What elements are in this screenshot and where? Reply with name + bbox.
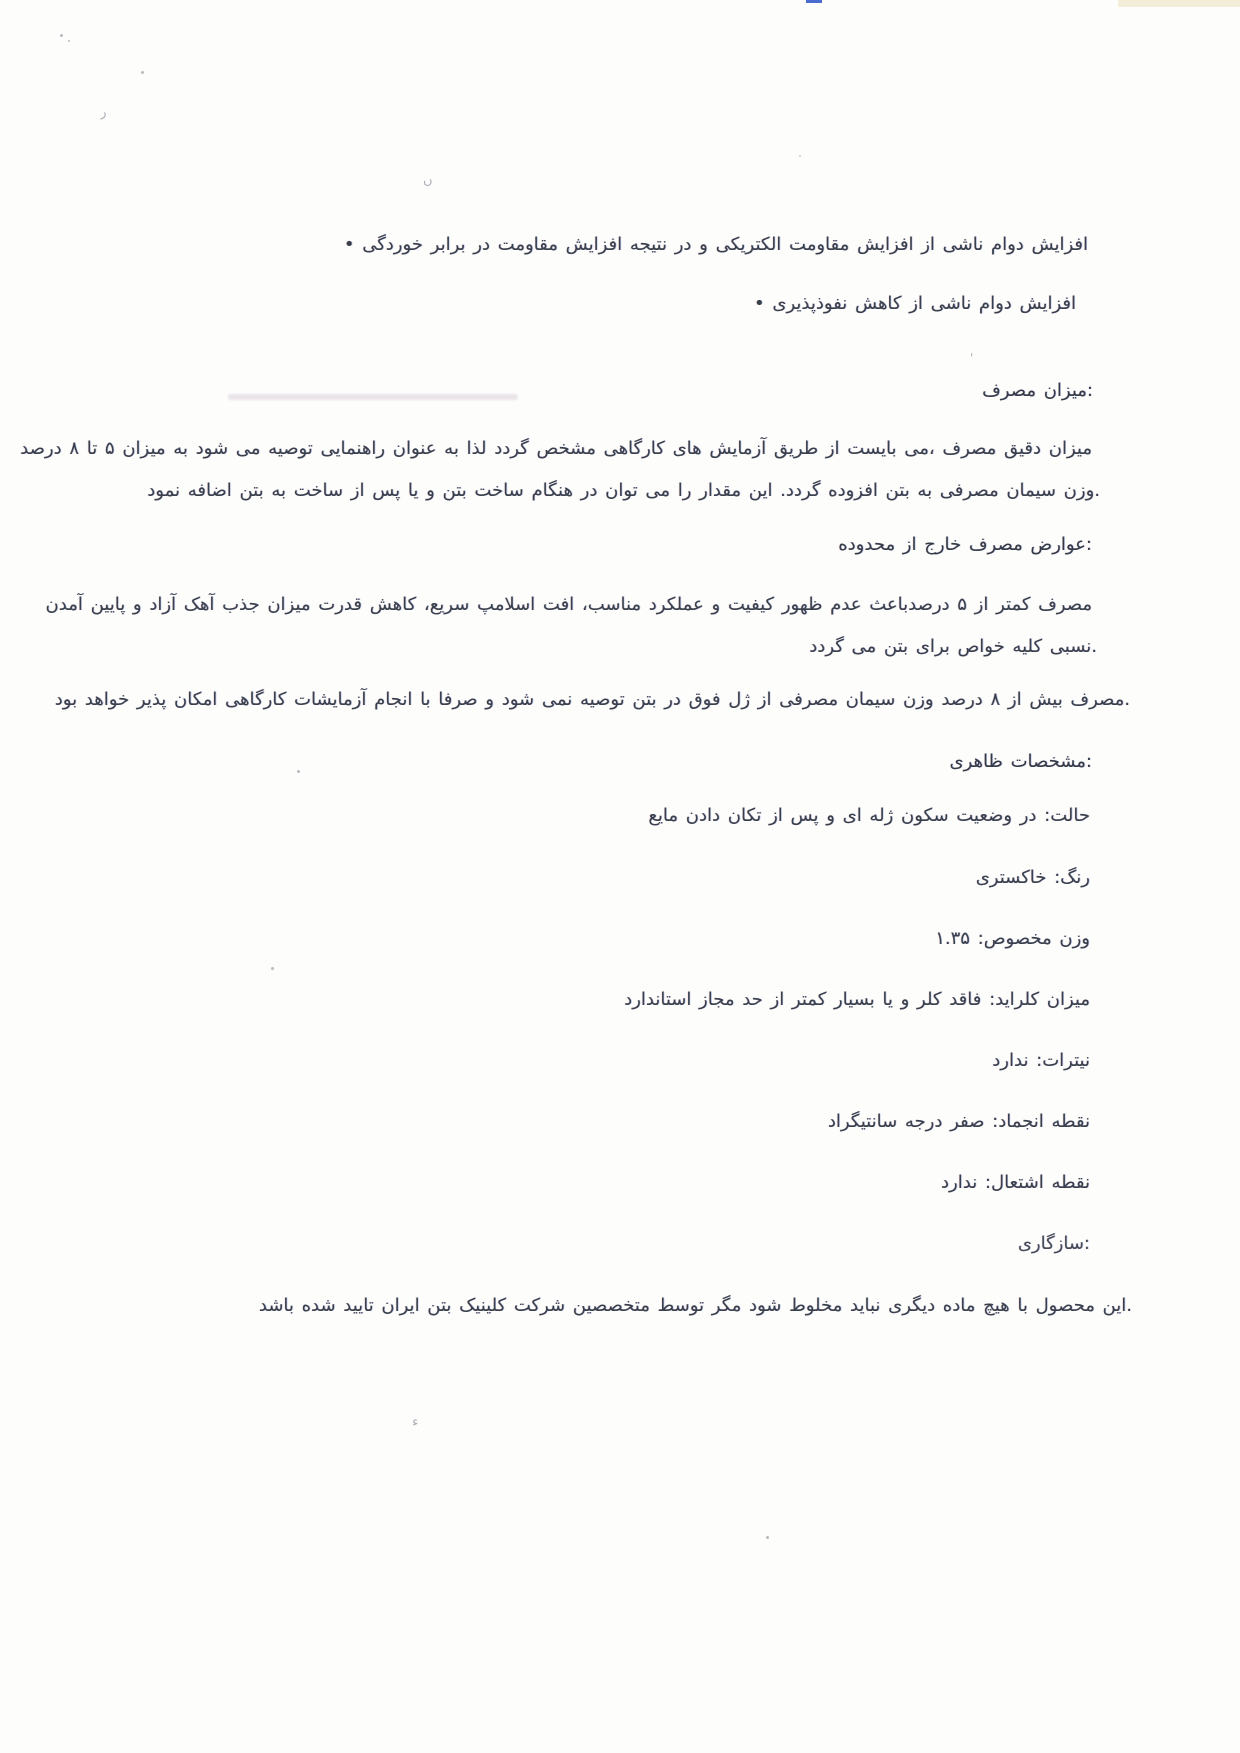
spec-row-nitrate: نیترات: ندارد — [992, 1050, 1090, 1071]
spec-row-color: رنگ: خاکستری — [975, 867, 1090, 888]
paragraph-line-underuse-1: مصرف کمتر از ۵ درصدباعث عدم ظهور کیفیت و عملکرد مناسب، افت اسلامپ سریع، کاهش قدرت میزان جذب آهک آزاد و پایین آمدن — [45, 594, 1092, 615]
ink-speck — [799, 155, 801, 157]
scan-edge-blue-dash — [806, 0, 822, 3]
spec-row-specific-weight: وزن مخصوص: ۱.۳۵ — [935, 928, 1090, 949]
paragraph-line-compatibility: .این محصول با هیچ ماده دیگری نباید مخلوط شود مگر توسط متخصصین شرکت کلینیک بتن ایران تایید شده باشد — [258, 1295, 1132, 1316]
paragraph-line-underuse-2: .نسبی کلیه خواص برای بتن می گردد — [809, 636, 1097, 657]
spec-row-state: حالت: در وضعیت سکون ژله ای و پس از تکان دادن مایع — [648, 805, 1090, 826]
ink-speck — [766, 1536, 769, 1539]
bullet-item-durability-permeability: افزایش دوام ناشی از کاهش نفوذپذیری • — [754, 293, 1076, 314]
ink-speck — [68, 40, 70, 42]
ink-speck — [297, 770, 300, 773]
pen-mark: ء — [412, 1414, 419, 1430]
ink-speck — [141, 71, 144, 74]
section-heading-compatibility: :سازگاری — [1017, 1233, 1090, 1254]
paragraph-line-dosage-2: .وزن سیمان مصرفی به بتن افزوده گردد. این مقدار را می توان در هنگام ساخت بتن و یا پس از ساخت به بتن اضافه نمود — [147, 480, 1100, 501]
pen-mark: ں — [423, 173, 433, 188]
pen-mark: ر — [98, 104, 108, 121]
spec-row-freezing-point: نقطه انجماد: صفر درجه سانتیگراد — [827, 1111, 1090, 1132]
ink-speck — [60, 34, 63, 37]
paragraph-line-overuse: .مصرف بیش از ۸ درصد وزن سیمان مصرفی از ژل فوق در بتن توصیه نمی شود و صرفا با انجام آزمایشات کارگاهی امکان پذیر خواهد بود — [54, 689, 1130, 710]
scan-smudge — [228, 394, 518, 400]
section-heading-dosage: :میزان مصرف — [982, 380, 1093, 401]
section-heading-out-of-range: :عوارض مصرف خارج از محدوده — [838, 534, 1092, 555]
apostrophe-mark: ' — [970, 351, 974, 365]
section-heading-appearance: :مشخصات ظاهری — [949, 751, 1092, 772]
bullet-item-durability-electrical: افزایش دوام ناشی از افزایش مقاومت الکتریکی و در نتیجه افزایش مقاومت در برابر خوردگی • — [343, 234, 1088, 255]
ink-speck — [271, 967, 274, 970]
spec-row-chloride: میزان کلراید: فاقد کلر و یا بسیار کمتر از حد مجاز استاندارد — [624, 989, 1090, 1010]
paragraph-line-dosage-1: میزان دقیق مصرف ،می بایست از طریق آزمایش های کارگاهی مشخص گردد لذا به عنوان راهنمایی توصیه می شود به میزان ۵ تا ۸ درصد — [20, 438, 1092, 459]
scan-corner-tint — [1118, 0, 1240, 7]
spec-row-flash-point: نقطه اشتعال: ندارد — [941, 1172, 1090, 1193]
